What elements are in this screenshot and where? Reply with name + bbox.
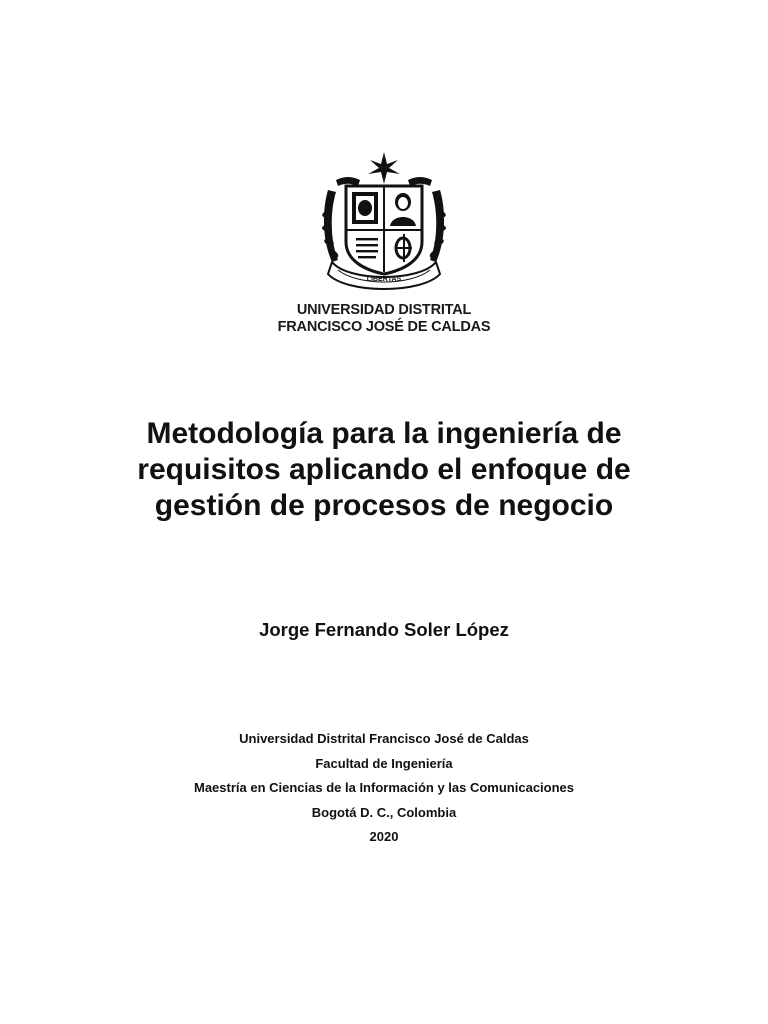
seal-motto: LIBERTAS	[366, 276, 402, 283]
affiliation-location: Bogotá D. C., Colombia	[311, 804, 457, 820]
university-seal-icon	[318, 150, 450, 296]
author-name: Jorge Fernando Soler López	[259, 619, 509, 640]
affiliation-block	[0, 727, 768, 850]
affiliation-program: Maestría en Ciencias de la Información y las Comunicaciones	[193, 780, 575, 795]
affiliation-year: 2020	[369, 829, 399, 844]
thesis-title-line2: requisitos aplicando el enfoque de	[137, 453, 631, 486]
affiliation-faculty: Facultad de Ingeniería	[315, 755, 453, 771]
thesis-title-line3: gestión de procesos de negocio	[154, 489, 614, 522]
university-name-line2: FRANCISCO JOSÉ DE CALDAS	[277, 319, 491, 335]
university-name-line1: UNIVERSIDAD DISTRITAL	[296, 302, 472, 318]
thesis-title-line1: Metodología para la ingeniería de	[146, 417, 622, 450]
thesis-title	[80, 416, 688, 524]
affiliation-institution: Universidad Distrital Francisco José de Caldas	[239, 731, 529, 746]
